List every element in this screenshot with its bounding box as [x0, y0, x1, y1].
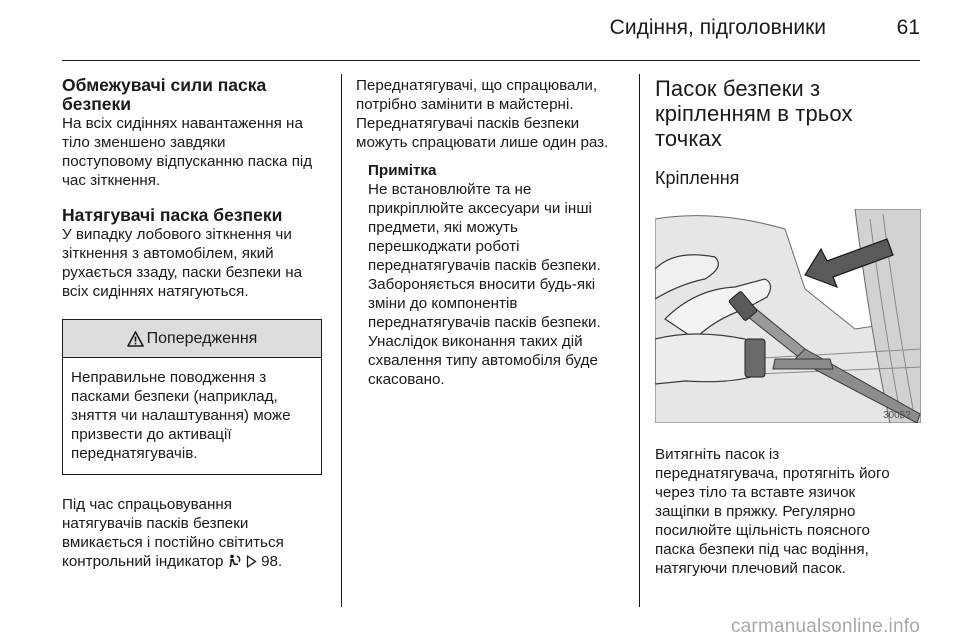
- paragraph-fastening: Витягніть пасок із переднатягувача, протягніть його через тіло та вставте язичок защіпки в пряжку. Регулярно посилюйте щільність поясного паска безпеки під час водіння, натягуючи плечовий пасок.: [655, 446, 890, 577]
- page-number: 61: [896, 16, 920, 39]
- warning-triangle-icon: [127, 331, 144, 347]
- warning-title: Попередження: [146, 329, 258, 347]
- watermark: carmanualsonline.info: [730, 616, 920, 637]
- paragraph-force-limiters: На всіх сидіннях навантаження на тіло зменшено завдяки поступовому відпусканню паска під час зіткнення.: [62, 115, 313, 189]
- note-text: Не встановлюйте та не прикріплюйте аксесуари чи інші предмети, які можуть перешкоджати роботі переднатягувачів пасків безпеки. Забороняється вносити будь-які зміни до компонентів переднатягувачів пасків безпеки. Унаслідок виконання таких дій схвалення типу автомобіля буде скасовано.: [368, 181, 601, 388]
- page-reference-icon: [246, 555, 257, 568]
- paragraph-pretensioners: У випадку лобового зіткнення чи зіткнення з автомобілем, який рухається ззаду, паски безпеки на всіх сидіннях натягуються.: [62, 226, 303, 300]
- warning-box: [62, 319, 322, 475]
- section-heading-force-limiters: Обмежувачі сили паска безпеки: [62, 75, 267, 114]
- header-divider: [62, 60, 920, 61]
- seatbelt-illustration: [655, 209, 921, 423]
- paragraph-replacement: Переднатягувачі, що спрацювали, потрібно замінити в майстерні. Переднатягувачі пасків безпеки можуть спрацювати лише один раз.: [356, 77, 609, 151]
- warning-text: Неправильне поводження з пасками безпеки (наприклад, зняття чи налаштування) може призвести до активації переднатягувачів.: [71, 369, 291, 462]
- column-middle: [356, 76, 626, 389]
- column-divider-2: [639, 74, 640, 607]
- warning-header: [63, 320, 321, 358]
- section-heading-pretensioners: Натягувачі паска безпеки: [62, 205, 283, 225]
- figure-code: 30052: [883, 410, 911, 421]
- note-label: Примітка: [368, 162, 437, 179]
- airbag-warning-icon: [228, 554, 242, 568]
- column-left: [62, 76, 324, 571]
- column-right: [655, 76, 923, 578]
- page-reference[interactable]: 98.: [261, 553, 283, 570]
- paragraph-indicator: Під час спрацьовування натягувачів пасків безпеки вмикається і постійно світиться контрольний індикатор 98.: [62, 496, 284, 570]
- note-block: [368, 161, 626, 389]
- page-header-title: Сидіння, підголовники: [609, 16, 826, 39]
- column-divider-1: [341, 74, 342, 607]
- section-heading-three-point-belt: Пасок безпеки з кріпленням в трьох точках: [655, 76, 853, 151]
- subheading-fastening: Кріплення: [655, 168, 740, 188]
